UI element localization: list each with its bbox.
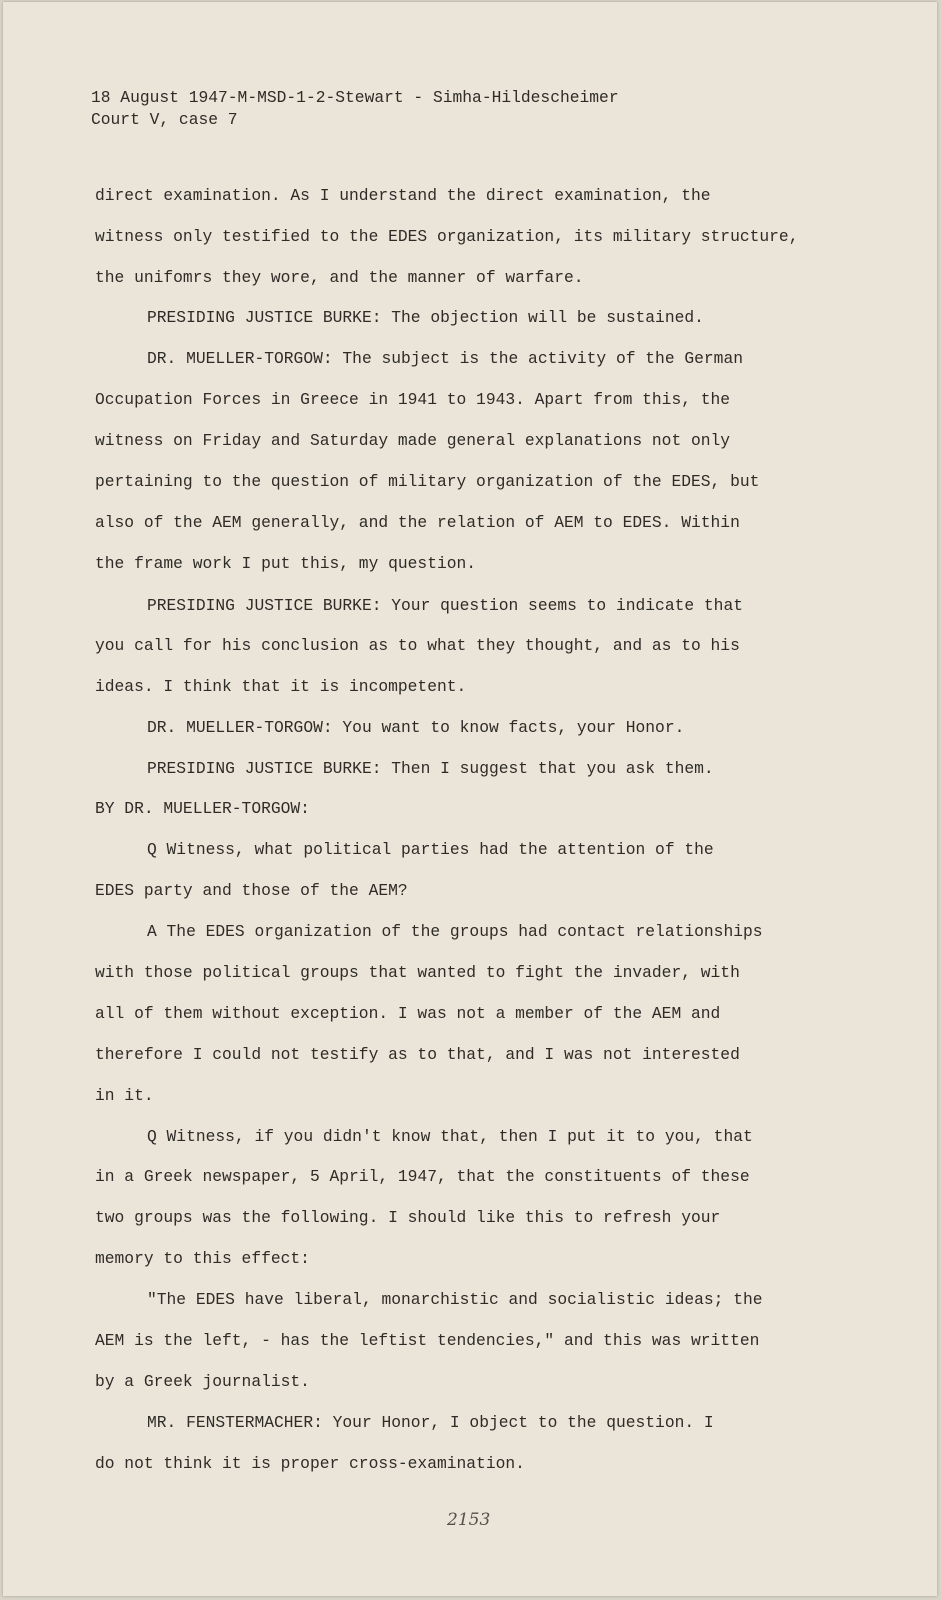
text-line: DR. MUELLER-TORGOW: The subject is the activity of the German xyxy=(147,349,743,368)
text-line: AEM is the left, - has the leftist tendencies," and this was written xyxy=(95,1331,760,1350)
text-line: witness on Friday and Saturday made general explanations not only xyxy=(95,431,731,450)
text-line: PRESIDING JUSTICE BURKE: Then I suggest that you ask them. xyxy=(147,759,714,778)
text-line: witness only testified to the EDES organization, its military structure, xyxy=(95,227,799,246)
text-line: the unifomrs they wore, and the manner of warfare. xyxy=(95,268,584,287)
text-line: direct examination. As I understand the direct examination, the xyxy=(95,186,711,205)
document-page xyxy=(3,2,937,1596)
text-line: MR. FENSTERMACHER: Your Honor, I object to the question. I xyxy=(147,1413,714,1432)
text-line: PRESIDING JUSTICE BURKE: The objection will be sustained. xyxy=(147,308,704,327)
text-line: ideas. I think that it is incompetent. xyxy=(95,677,467,696)
text-line: EDES party and those of the AEM? xyxy=(95,881,408,900)
text-line: the frame work I put this, my question. xyxy=(95,554,477,573)
text-line: two groups was the following. I should like this to refresh your xyxy=(95,1208,721,1227)
header-date-line: 18 August 1947-M-MSD-1-2-Stewart - Simha-Hildescheimer xyxy=(91,88,619,107)
text-line: do not think it is proper cross-examination. xyxy=(95,1454,525,1473)
text-line: "The EDES have liberal, monarchistic and socialistic ideas; the xyxy=(147,1290,763,1309)
text-line: you call for his conclusion as to what they thought, and as to his xyxy=(95,636,740,655)
text-line: all of them without exception. I was not a member of the AEM and xyxy=(95,1004,721,1023)
text-line: Q Witness, if you didn't know that, then I put it to you, that xyxy=(147,1127,753,1146)
text-line: Q Witness, what political parties had the attention of the xyxy=(147,840,714,859)
text-line: PRESIDING JUSTICE BURKE: Your question seems to indicate that xyxy=(147,596,743,615)
header-court-line: Court V, case 7 xyxy=(91,110,238,129)
text-line: also of the AEM generally, and the relation of AEM to EDES. Within xyxy=(95,513,740,532)
text-line: Occupation Forces in Greece in 1941 to 1943. Apart from this, the xyxy=(95,390,731,409)
text-line: in a Greek newspaper, 5 April, 1947, that the constituents of these xyxy=(95,1167,750,1186)
text-line: by a Greek journalist. xyxy=(95,1372,310,1391)
text-line: therefore I could not testify as to that, and I was not interested xyxy=(95,1045,740,1064)
text-line: A The EDES organization of the groups had contact relationships xyxy=(147,922,763,941)
text-line: memory to this effect: xyxy=(95,1249,310,1268)
text-line: pertaining to the question of military organization of the EDES, but xyxy=(95,472,760,491)
text-line: in it. xyxy=(95,1086,154,1105)
page-number: 2153 xyxy=(447,1510,491,1530)
text-line: BY DR. MUELLER-TORGOW: xyxy=(95,799,310,818)
text-line: DR. MUELLER-TORGOW: You want to know facts, your Honor. xyxy=(147,718,685,737)
text-line: with those political groups that wanted to fight the invader, with xyxy=(95,963,740,982)
